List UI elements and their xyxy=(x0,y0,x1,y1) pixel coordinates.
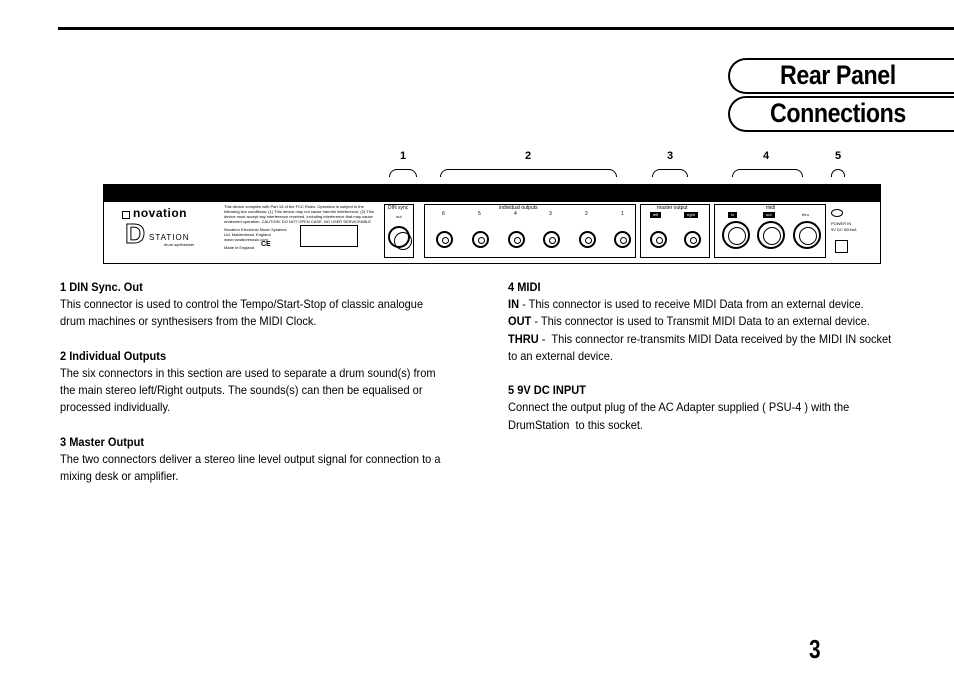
power-socket xyxy=(835,240,848,253)
callout-4: 4 xyxy=(762,150,770,162)
master-right-jack xyxy=(684,231,701,248)
output-jack-2 xyxy=(579,231,596,248)
title-line-1: Rear Panel xyxy=(780,60,896,90)
right-column xyxy=(508,279,922,434)
power-in-label: POWER IN xyxy=(831,221,852,226)
output-jack-1 xyxy=(614,231,631,248)
panel-made-in: Made in England xyxy=(224,245,255,250)
midi-thru-label: thru xyxy=(802,212,809,217)
output-jack-6 xyxy=(436,231,453,248)
master-left-jack xyxy=(650,231,667,248)
midi-out-connector xyxy=(757,221,785,249)
section-4-heading: 4 MIDI xyxy=(508,280,541,294)
midi-in-connector xyxy=(722,221,750,249)
midi-out-desc: - This connector is used to Transmit MIDI Data to an external device. xyxy=(531,314,870,329)
section-1-heading: 1 DIN Sync. Out xyxy=(60,280,143,294)
callout-3: 3 xyxy=(666,150,674,162)
polarity-icon xyxy=(831,209,843,217)
callout-1: 1 xyxy=(399,150,407,162)
midi-out-label: out xyxy=(763,212,775,218)
midi-thru-line-2: to an external device. xyxy=(508,348,613,363)
section-5-line-2: DrumStation to this socket. xyxy=(508,417,643,432)
section-3-heading: 3 Master Output xyxy=(60,434,145,449)
panel-product: STATION xyxy=(149,233,190,242)
panel-ce-mark: CE xyxy=(261,241,271,248)
top-rule xyxy=(58,27,954,30)
power-spec-label: 9V DC 500mA xyxy=(831,227,857,232)
rear-panel-illustration xyxy=(103,184,881,264)
section-5-line-1: Connect the output plug of the AC Adapter supplied ( PSU-4 ) with the xyxy=(508,400,850,415)
output-jack-3 xyxy=(543,231,560,248)
midi-thru-desc: - This connector re-transmits MIDI Data received by the MIDI IN socket xyxy=(538,331,892,346)
section-3-line-1: The two connectors deliver a stereo line level output signal for connection to a xyxy=(60,452,441,466)
output-1-label: 1 xyxy=(621,211,624,217)
output-jack-5 xyxy=(472,231,489,248)
section-2-line-3: processed individually. xyxy=(60,400,171,415)
master-output-label: master output xyxy=(657,205,688,211)
panel-fcc-text: This device complies with Part 15 of the FCC Rules. Operation is subject to the following two conditions: (1) This device may not cause harmful interference, (2) This device must accept any interference received, including interference that may cause undesired operation. CAUTION: DO NOT OPEN CASE. NO USER SERVICEABLE xyxy=(224,204,374,224)
section-2-heading: 2 Individual Outputs xyxy=(60,348,167,363)
master-left-label: left xyxy=(650,212,661,218)
bracket-2 xyxy=(440,169,617,177)
midi-thru-connector xyxy=(793,221,821,249)
panel-web: www.novationmusic.com xyxy=(224,237,268,242)
midi-out-line xyxy=(508,313,922,330)
output-3-label: 3 xyxy=(549,211,552,217)
output-5-label: 5 xyxy=(478,211,481,217)
output-2-label: 2 xyxy=(585,211,588,217)
midi-in-term: IN xyxy=(508,297,520,312)
section-1-line-2: drum machines or synthesisers from the MIDI Clock. xyxy=(60,314,317,329)
midi-thru-term: THRU xyxy=(508,331,539,346)
left-column xyxy=(60,279,474,485)
panel-tagline: drum synthesizer xyxy=(164,242,195,247)
title-line-2: Connections xyxy=(770,98,906,128)
midi-thru-line xyxy=(508,331,922,348)
page-number: 3 xyxy=(809,634,821,664)
section-2-line-1: The six connectors in this section are used to separate a drum sound(s) from xyxy=(60,366,436,380)
midi-in-line xyxy=(508,296,922,313)
midi-in-desc: - This connector is used to receive MIDI Data from an external device. xyxy=(519,297,864,312)
section-5-heading: 5 9V DC INPUT xyxy=(508,383,586,398)
panel-top-band xyxy=(104,185,880,202)
output-4-label: 4 xyxy=(514,211,517,217)
output-6-label: 6 xyxy=(442,211,445,217)
bracket-3 xyxy=(652,169,688,177)
section-1-line-1: This connector is used to control the Tempo/Start-Stop of classic analogue xyxy=(60,297,424,312)
panel-address: Novation Electronic Music Systems Ltd. Maidenhead, England xyxy=(224,227,287,237)
callout-5: 5 xyxy=(834,150,842,162)
output-jack-4 xyxy=(508,231,525,248)
bracket-4 xyxy=(732,169,803,177)
din-sync-label: DIN sync xyxy=(388,205,409,211)
bracket-1 xyxy=(389,169,417,177)
callout-2: 2 xyxy=(524,150,532,162)
midi-in-label: in xyxy=(728,212,737,218)
din-sync-connector xyxy=(388,226,410,248)
panel-logo-d: D xyxy=(125,218,146,249)
master-right-label: right xyxy=(684,212,698,218)
individual-outputs-label: individual outputs xyxy=(499,205,538,211)
individual-outputs-section xyxy=(424,204,636,258)
panel-brand: novation xyxy=(133,206,187,220)
panel-serial-label xyxy=(300,225,358,247)
section-3-line-2: mixing desk or amplifier. xyxy=(60,469,179,484)
din-sync-out-label: out xyxy=(396,214,402,219)
bracket-5 xyxy=(831,169,845,177)
midi-out-term: OUT xyxy=(508,314,532,329)
section-2-line-2: the main stereo left/Right outputs. The sounds(s) can then be equalised or xyxy=(60,383,423,398)
midi-label: midi xyxy=(766,205,776,211)
